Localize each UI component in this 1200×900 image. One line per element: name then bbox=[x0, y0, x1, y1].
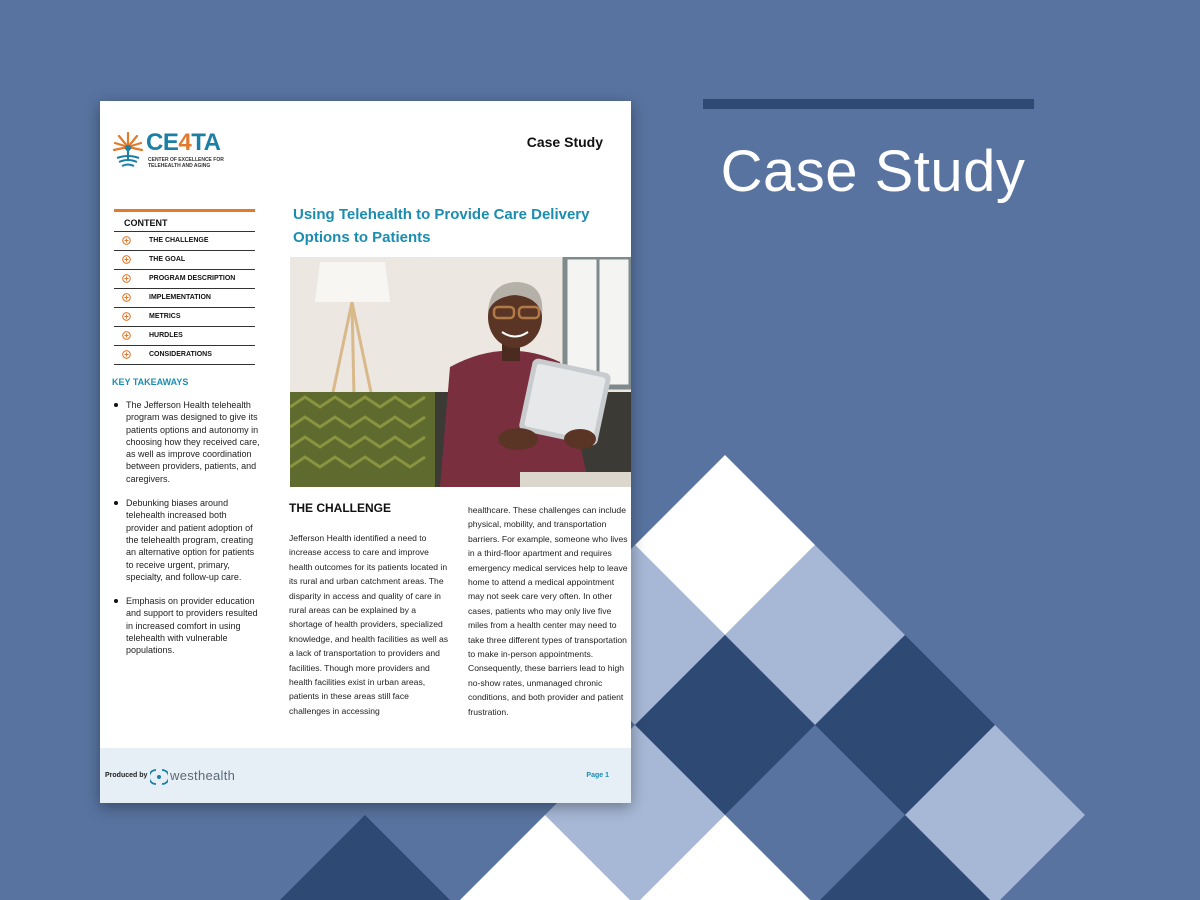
body-text-column-1: Jefferson Health identified a need to increase access to care and improve health outcomes for its patients located in its rural and urban catchment areas. The disparity in access and quality of care in rural areas can be explained by a shortage of health providers, specialized knowledge, and health facilities as well as a lack of transportation to providers and facilities. Though more providers and health facilities exist in urban areas, patients in these areas still face challenges in accessing bbox=[289, 533, 449, 716]
key-takeaways-list bbox=[112, 399, 260, 669]
toc-item-the-challenge[interactable] bbox=[114, 232, 255, 251]
logo-subtitle-line2: TELEHEALTH AND AGING bbox=[148, 163, 211, 169]
ce4ta-logo-mark-icon bbox=[112, 129, 144, 169]
toc-item-metrics[interactable] bbox=[114, 308, 255, 327]
list-item: Debunking biases around telehealth increased both provider and patient adoption of the telehealth program, creating an alternative option for patients to receive urgent, primary, specialty, and follow-up care. bbox=[112, 497, 260, 583]
logo-wordmark: CE4TA bbox=[146, 129, 221, 156]
plus-circle-icon bbox=[122, 350, 131, 359]
toc-item-label: HURDLES bbox=[149, 332, 183, 339]
toc-item-hurdles[interactable] bbox=[114, 327, 255, 346]
toc-item-considerations[interactable] bbox=[114, 346, 255, 365]
toc-item-label: THE CHALLENGE bbox=[149, 237, 209, 244]
document-title: Using Telehealth to Provide Care Delivery Options to Patients bbox=[293, 206, 590, 246]
title-rule bbox=[703, 99, 1034, 109]
produced-by-label: Produced by bbox=[105, 772, 148, 779]
plus-circle-icon bbox=[122, 274, 131, 283]
toc-item-label: CONSIDERATIONS bbox=[149, 351, 212, 358]
plus-circle-icon bbox=[122, 236, 131, 245]
key-takeaways-heading: KEY TAKEAWAYS bbox=[112, 377, 189, 387]
plus-circle-icon bbox=[122, 312, 131, 321]
toc-item-the-goal[interactable] bbox=[114, 251, 255, 270]
list-item: The Jefferson Health telehealth program was designed to give its patients options and autonomy in choosing how they received care, as well as improve coordination between providers, patients, and caregivers. bbox=[112, 399, 260, 485]
plus-circle-icon bbox=[122, 293, 131, 302]
plus-circle-icon bbox=[122, 331, 131, 340]
banner-title: Case Study bbox=[720, 139, 1026, 204]
toc-item-label: METRICS bbox=[149, 313, 181, 320]
document-footer bbox=[100, 748, 631, 803]
toc-item-label: IMPLEMENTATION bbox=[149, 294, 211, 301]
toc-heading: CONTENT bbox=[114, 212, 255, 232]
table-of-contents bbox=[114, 209, 255, 365]
hero-photo bbox=[290, 257, 631, 487]
toc-item-label: PROGRAM DESCRIPTION bbox=[149, 275, 236, 282]
section-heading-challenge: THE CHALLENGE bbox=[289, 501, 391, 515]
westhealth-logo-text: westhealth bbox=[170, 768, 236, 783]
plus-circle-icon bbox=[122, 255, 131, 264]
toc-item-label: THE GOAL bbox=[149, 256, 186, 263]
page-number: Page 1 bbox=[586, 772, 609, 779]
document-type-label: Case Study bbox=[526, 134, 603, 150]
list-item: Emphasis on provider education and support to providers resulted in increased comfort in using telehealth with vulnerable populations. bbox=[112, 595, 260, 656]
toc-item-implementation[interactable] bbox=[114, 289, 255, 308]
toc-item-program-description[interactable] bbox=[114, 270, 255, 289]
logo-subtitle-line1: CENTER OF EXCELLENCE FOR bbox=[148, 157, 224, 163]
westhealth-logo-icon bbox=[150, 768, 168, 786]
ce4ta-logo bbox=[112, 129, 232, 171]
case-study-document bbox=[100, 101, 631, 803]
body-text-column-2: healthcare. These challenges can include physical, mobility, and transportation barriers. For example, someone who lives in a third-floor apartment and requires emergency medical services help to leave home to attend a medical appointment may not seek care very often. In other cases, patients who may only live five miles from a health center may need to take three different types of transportation to make in-person appointments. Consequently, these barriers lead to high no-show rates, unmanaged chronic conditions, and both provider and patient frustration. bbox=[468, 505, 628, 717]
